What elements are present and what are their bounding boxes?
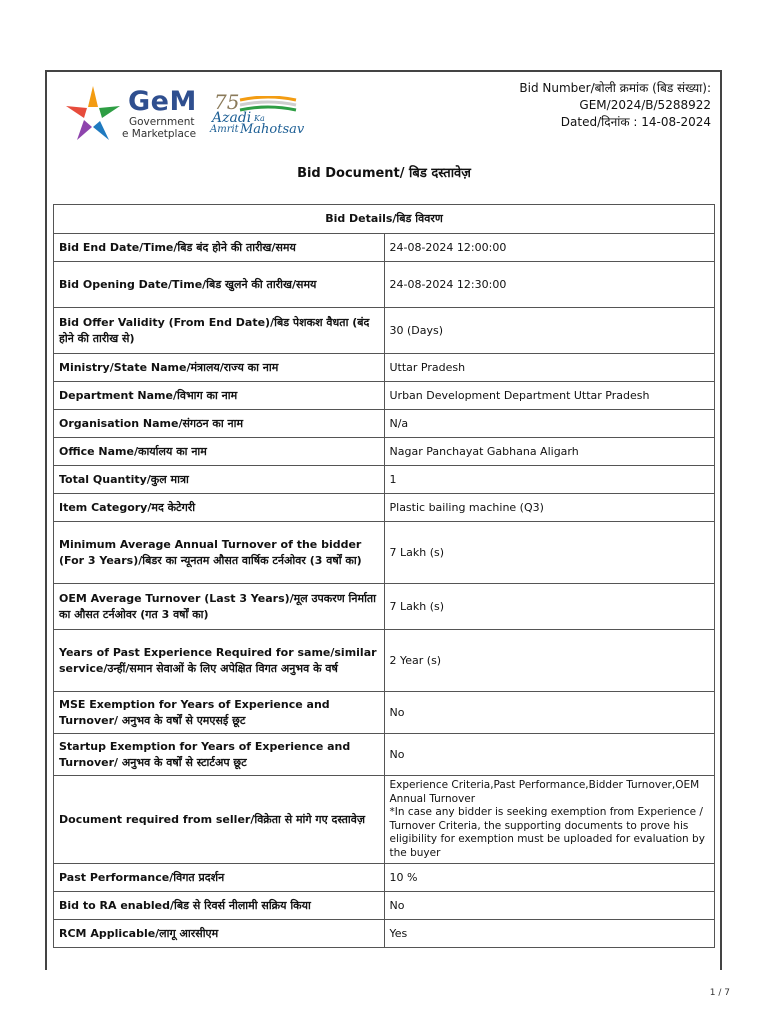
row-label: RCM Applicable/लागू आरसीएम <box>54 920 385 948</box>
row-label: Document required from seller/विक्रेता से मांगे गए दस्तावेज़ <box>54 776 385 864</box>
row-value: 24-08-2024 12:30:00 <box>384 262 715 308</box>
table-header: Bid Details/बिड विवरण <box>54 205 715 234</box>
row-label: Total Quantity/कुल मात्रा <box>54 466 385 494</box>
row-label: Past Performance/विगत प्रदर्शन <box>54 864 385 892</box>
bid-number: GEM/2024/B/5288922 <box>579 98 711 112</box>
gem-wordmark: GeM <box>128 86 197 117</box>
row-label: OEM Average Turnover (Last 3 Years)/मूल उपकरण निर्माता का औसत टर्नओवर (गत 3 वर्षों का) <box>54 584 385 630</box>
row-label: MSE Exemption for Years of Experience and Turnover/ अनुभव के वर्षों से एमएसई छूट <box>54 692 385 734</box>
page-number: 1 / 7 <box>709 988 730 998</box>
row-value: Yes <box>384 920 715 948</box>
bid-meta <box>519 80 711 131</box>
azadi-word: Azadi <box>212 110 252 126</box>
bid-dated: Dated/दिनांक : 14-08-2024 <box>560 115 711 129</box>
row-label: Bid to RA enabled/बिड से रिवर्स नीलामी सक्रिय किया <box>54 892 385 920</box>
row-label: Minimum Average Annual Turnover of the bidder (For 3 Years)/बिडर का न्यूनतम औसत वार्षिक टर्नओवर (3 वर्षों का) <box>54 522 385 584</box>
table-row <box>54 466 715 494</box>
row-label: Office Name/कार्यालय का नाम <box>54 438 385 466</box>
table-row <box>54 584 715 630</box>
table-row <box>54 354 715 382</box>
row-label: Ministry/State Name/मंत्रालय/राज्य का नाम <box>54 354 385 382</box>
row-label: Organisation Name/संगठन का नाम <box>54 410 385 438</box>
row-value: 7 Lakh (s) <box>384 584 715 630</box>
row-value: 10 % <box>384 864 715 892</box>
table-header-row <box>54 205 715 234</box>
azadi-ka-amrit-mahotsav-logo <box>210 90 310 140</box>
row-value: 24-08-2024 12:00:00 <box>384 234 715 262</box>
row-value: Experience Criteria,Past Performance,Bidder Turnover,OEM Annual Turnover *In case any bidder is seeking exemption from Experience / Turnover Criteria, the supporting documents to prove his eligibility for exemption must be uploaded for evaluation by the buyer <box>384 776 715 864</box>
bid-details-table <box>53 204 715 948</box>
row-value: 1 <box>384 466 715 494</box>
bid-number-label: Bid Number/बोली क्रमांक (बिड संख्या): <box>519 81 711 95</box>
row-value: Plastic bailing machine (Q3) <box>384 494 715 522</box>
mahotsav-word: Mahotsav <box>240 122 305 137</box>
row-label: Bid Opening Date/Time/बिड खुलने की तारीख/समय <box>54 262 385 308</box>
table-row <box>54 410 715 438</box>
table-row <box>54 494 715 522</box>
table-row <box>54 692 715 734</box>
row-value: No <box>384 692 715 734</box>
row-value: 30 (Days) <box>384 308 715 354</box>
row-value: 2 Year (s) <box>384 630 715 692</box>
row-label: Bid Offer Validity (From End Date)/बिड पेशकश वैधता (बंद होने की तारीख से) <box>54 308 385 354</box>
row-value: Uttar Pradesh <box>384 354 715 382</box>
table-row <box>54 262 715 308</box>
row-label: Item Category/मद केटेगरी <box>54 494 385 522</box>
row-value: N/a <box>384 410 715 438</box>
table-row <box>54 734 715 776</box>
document-title: Bid Document/ बिड दस्तावेज़ <box>297 166 471 181</box>
table-row <box>54 438 715 466</box>
document-header <box>62 80 717 150</box>
row-value: No <box>384 892 715 920</box>
table-row <box>54 864 715 892</box>
row-label: Bid End Date/Time/बिड बंद होने की तारीख/समय <box>54 234 385 262</box>
row-value: Nagar Panchayat Gabhana Aligarh <box>384 438 715 466</box>
table-row <box>54 308 715 354</box>
gem-logo <box>62 80 207 144</box>
table-row <box>54 382 715 410</box>
gem-star-icon <box>62 82 124 144</box>
row-label: Years of Past Experience Required for same/similar service/उन्हीं/समान सेवाओं के लिए अपेक्षित विगत अनुभव के वर्ष <box>54 630 385 692</box>
gem-tagline-2: e Marketplace <box>122 128 197 140</box>
gem-tagline-1: Government <box>129 116 195 128</box>
table-row <box>54 630 715 692</box>
row-label: Department Name/विभाग का नाम <box>54 382 385 410</box>
table-row <box>54 776 715 864</box>
table-row <box>54 234 715 262</box>
row-value: No <box>384 734 715 776</box>
row-value: 7 Lakh (s) <box>384 522 715 584</box>
table-row <box>54 522 715 584</box>
row-label: Startup Exemption for Years of Experience and Turnover/ अनुभव के वर्षों से स्टार्टअप छूट <box>54 734 385 776</box>
azadi-ka-word: Ka <box>254 114 265 123</box>
amrit-word: Amrit <box>210 124 239 135</box>
azadi-number: 75 <box>214 90 240 114</box>
table-row <box>54 892 715 920</box>
row-value: Urban Development Department Uttar Pradesh <box>384 382 715 410</box>
table-row <box>54 920 715 948</box>
